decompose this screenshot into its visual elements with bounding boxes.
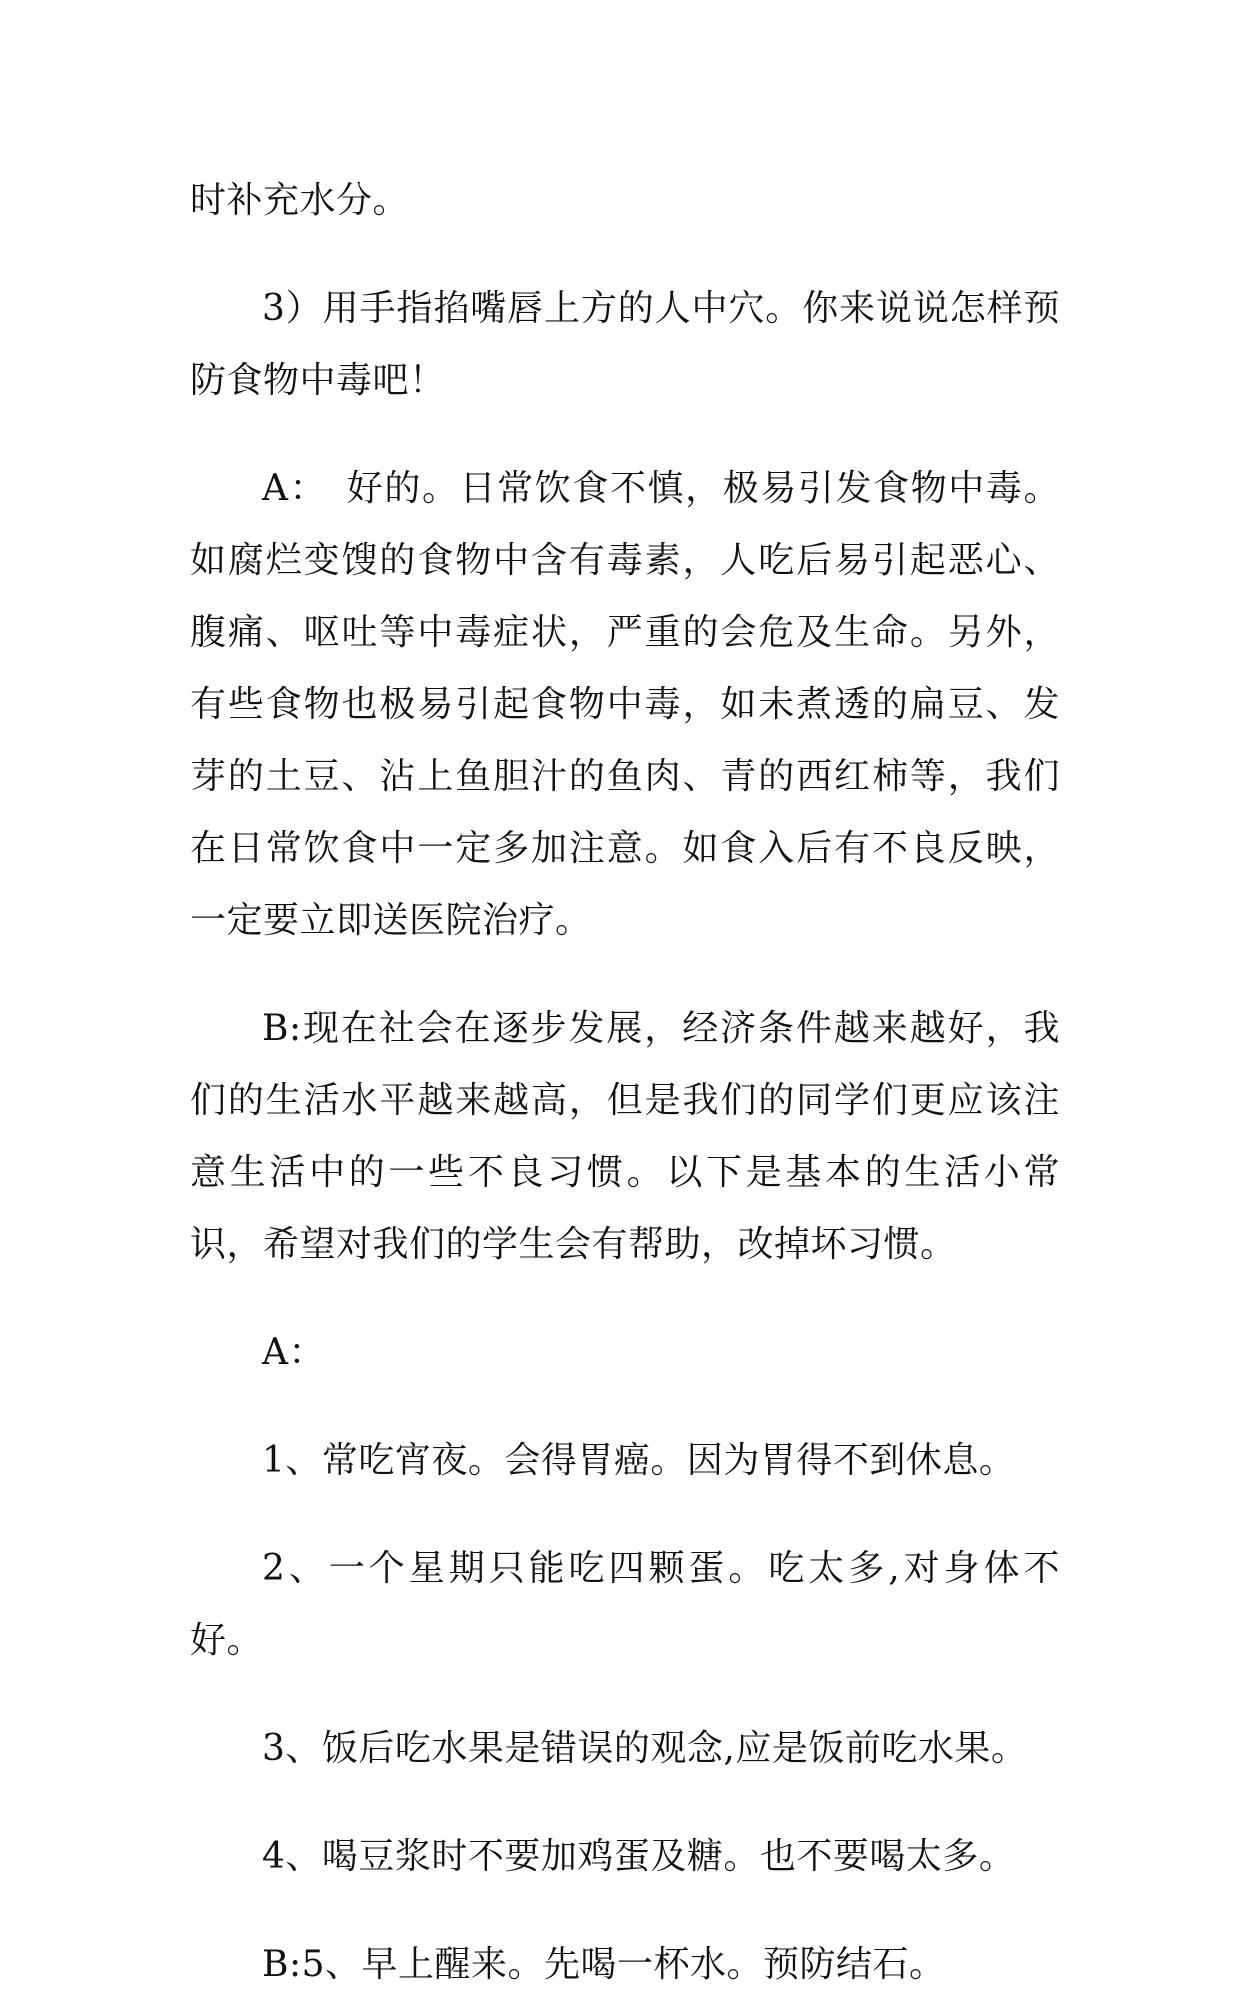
list-item: 1、常吃宵夜。会得胃癌。因为胃得不到休息。 [262, 1440, 1016, 1481]
paragraph-speaker-a: A： [262, 1332, 325, 1373]
paragraph-spacer [190, 1785, 1060, 1821]
paragraph-spacer [190, 1893, 1060, 1929]
paragraph-continuation: 时补充水分。 [190, 180, 410, 221]
list-item: 4、喝豆浆时不要加鸡蛋及糖。也不要喝太多。 [262, 1836, 1016, 1877]
paragraph-spacer [190, 1497, 1060, 1533]
paragraph-spacer [190, 1677, 1060, 1713]
paragraph-spacer [190, 957, 1060, 993]
list-item: 3、饭后吃水果是错误的观念,应是饭前吃水果。 [262, 1728, 1028, 1769]
document-body [190, 165, 1060, 2001]
paragraph-first-aid-step: 3）用手指掐嘴唇上方的人中穴。你来说说怎样预防食物中毒吧！ [190, 288, 1060, 401]
list-item: 2、一个星期只能吃四颗蛋。吃太多,对身体不好。 [190, 1548, 1060, 1661]
list-item: B:5、早上醒来。先喝一杯水。预防结石。 [262, 1944, 946, 1985]
paragraph-spacer [190, 417, 1060, 453]
paragraph-spacer [190, 237, 1060, 273]
paragraph-food-poisoning: A： 好的。日常饮食不慎，极易引发食物中毒。如腐烂变馊的食物中含有毒素，人吃后易引起恶心、腹痛、呕吐等中毒症状，严重的会危及生命。另外，有些食物也极易引起食物中毒，如未煮透的扁豆、发芽的土豆、沾上鱼胆汁的鱼肉、青的西红柿等，我们在日常饮食中一定多加注意。如食入后有不良反映，一定要立即送医院治疗。 [190, 468, 1060, 941]
paragraph-spacer [190, 1281, 1060, 1317]
paragraph-living-habits: B:现在社会在逐步发展，经济条件越来越好，我们的生活水平越来越高，但是我们的同学们更应该注意生活中的一些不良习惯。以下是基本的生活小常识，希望对我们的学生会有帮助，改掉坏习惯。 [190, 1008, 1060, 1265]
paragraph-spacer [190, 1389, 1060, 1425]
